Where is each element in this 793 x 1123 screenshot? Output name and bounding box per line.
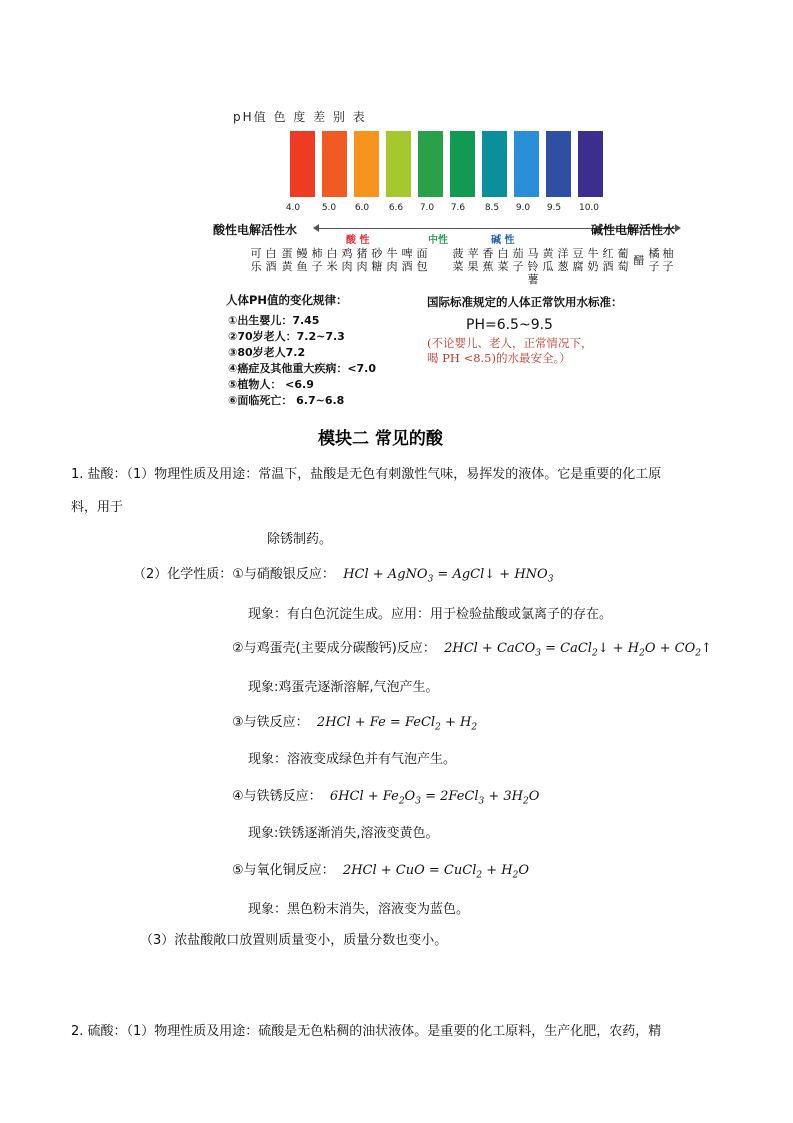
reaction-row xyxy=(232,785,539,807)
arrow-right-icon xyxy=(675,224,681,232)
food-item: 可乐 xyxy=(250,247,262,273)
module-title: 模块二 常见的酸 xyxy=(318,429,443,449)
food-item: 黄瓜 xyxy=(542,247,554,273)
ph-tick-label: 6.6 xyxy=(388,203,404,213)
paragraph: 1. 盐酸：（1）物理性质及用途：常温下，盐酸是无色有刺激性气味，易挥发的液体。它是重要的化工原 xyxy=(71,467,662,482)
ph-rule-heading: 人体PH值的变化规律： xyxy=(226,293,348,307)
reaction-row xyxy=(232,711,477,733)
food-item: 醋 xyxy=(633,254,645,267)
ph-rule-item: ③80岁老人7.2 xyxy=(228,346,306,359)
chem-property-row xyxy=(133,563,553,585)
ph-swatch xyxy=(418,131,443,197)
equation: 2HCl + CaCO$_3$ = CaCl$_2$↓ + $H_2O$ + $CO_2↑$ xyxy=(439,641,712,659)
ph-tick-label: 7.6 xyxy=(450,203,466,213)
equation: $6HCl + Fe_2O_3$ = 2FeCl$_3$ + $3H_2O$ xyxy=(325,789,540,807)
equation: HCl + AgNO$_3$ = AgCl↓ + $HNO_3$ xyxy=(339,567,554,585)
food-item: 橘子 xyxy=(648,247,660,273)
food-item: 豆腐 xyxy=(572,247,584,273)
ph-swatch xyxy=(578,131,603,197)
food-item: 白米 xyxy=(326,247,338,273)
ph-tick-label: 9.0 xyxy=(515,203,531,213)
food-item: 蛋黄 xyxy=(281,247,293,273)
ph-rule-item: ⑥面临死亡： 6.7~6.8 xyxy=(228,394,345,407)
standard-heading: 国际标准规定的人体正常饮用水标准： xyxy=(427,295,623,309)
paragraph: 除锈制药。 xyxy=(267,532,333,547)
ph-tick-label: 5.0 xyxy=(321,203,337,213)
food-item: 鳗鱼 xyxy=(296,247,308,273)
ph-tick-label: 4.0 xyxy=(285,203,301,213)
ph-tick-label: 9.5 xyxy=(546,203,562,213)
ph-swatch xyxy=(354,131,379,197)
food-item: 白菜 xyxy=(497,247,509,273)
ph-swatch xyxy=(290,131,315,197)
food-item: 牛肉 xyxy=(386,247,398,273)
zone-acid-label: 酸 性 xyxy=(346,235,370,246)
equation: 2HCl + Fe = FeCl$_2$ + $H_2$ xyxy=(312,715,478,733)
reaction-label: ②与鸡蛋壳(主要成分碳酸钙)反应： xyxy=(232,641,436,656)
ph-swatch xyxy=(322,131,347,197)
food-item: 白酒 xyxy=(265,247,277,273)
ph-swatch xyxy=(482,131,507,197)
ph-tick-label: 10.0 xyxy=(578,203,600,213)
reaction-label: ③与铁反应： xyxy=(232,715,309,730)
food-item: 面包 xyxy=(416,247,428,273)
food-item: 菠菜 xyxy=(452,247,464,273)
ph-rule-item: ⑤植物人： <6.9 xyxy=(228,378,314,391)
food-item: 葡萄 xyxy=(617,247,629,273)
zone-neutral-label: 中性 xyxy=(428,235,448,246)
standard-note: 喝 PH <8.5)的水最安全。） xyxy=(427,351,571,365)
food-item: 柿子 xyxy=(311,247,323,273)
food-item: 柚子 xyxy=(662,247,674,273)
arrow-left-icon xyxy=(313,224,319,232)
ph-swatch xyxy=(546,131,571,197)
reaction-row xyxy=(232,859,529,881)
base-water-label: 碱性电解活性水 xyxy=(591,223,676,237)
food-item: 香蕉 xyxy=(482,247,494,273)
reaction-label: （2）化学性质：①与硝酸银反应： xyxy=(133,567,335,582)
ph-tick-label: 7.0 xyxy=(419,203,435,213)
observation: 现象:铁锈逐渐消失,溶液变黄色。 xyxy=(248,826,439,841)
paragraph: 料，用于 xyxy=(71,500,124,515)
reaction-label: ④与铁锈反应： xyxy=(232,789,322,804)
observation: 现象：黑色粉末消失，溶液变为蓝色。 xyxy=(248,902,470,917)
ph-swatch xyxy=(386,131,411,197)
food-item: 牛奶 xyxy=(587,247,599,273)
ph-chart-title: pH值 色 度 差 别 表 xyxy=(233,110,367,124)
paragraph: （3）浓盐酸敞口放置则质量变小，质量分数也变小。 xyxy=(140,933,448,948)
reaction-label: ⑤与氧化铜反应： xyxy=(232,863,335,878)
zone-base-label: 碱 性 xyxy=(491,235,515,246)
food-item: 马铃薯 xyxy=(527,247,539,286)
food-item: 猪肉 xyxy=(356,247,368,273)
food-item: 茄子 xyxy=(512,247,524,273)
ph-swatch xyxy=(450,131,475,197)
food-item: 红酒 xyxy=(602,247,614,273)
food-item: 苹果 xyxy=(467,247,479,273)
ph-rule-item: ②70岁老人：7.2~7.3 xyxy=(228,330,345,343)
equation: 2HCl + CuO = CuCl$_2$ + $H_2O$ xyxy=(338,863,529,881)
observation: 现象:鸡蛋壳逐渐溶解,气泡产生。 xyxy=(248,680,439,695)
food-item: 啤酒 xyxy=(401,247,413,273)
observation: 现象：有白色沉淀生成。应用：用于检验盐酸或氯离子的存在。 xyxy=(248,607,613,622)
paragraph: 2. 硫酸：（1）物理性质及用途：硫酸是无色粘稠的油状液体。是重要的化工原料，生产化肥，农药，精 xyxy=(71,1024,662,1039)
food-item: 砂糖 xyxy=(371,247,383,273)
food-item: 鸡肉 xyxy=(341,247,353,273)
standard-value: PH=6.5~9.5 xyxy=(466,317,553,333)
observation: 现象：溶液变成绿色并有气泡产生。 xyxy=(248,752,457,767)
ph-rule-item: ④癌症及其他重大疾病：<7.0 xyxy=(228,362,377,375)
reaction-row xyxy=(232,637,712,659)
food-item: 洋葱 xyxy=(557,247,569,273)
standard-note: (不论婴儿、老人，正常情况下， xyxy=(427,336,593,350)
acid-water-label: 酸性电解活性水 xyxy=(213,223,298,237)
ph-swatch xyxy=(514,131,539,197)
ph-tick-label: 6.0 xyxy=(354,203,370,213)
ph-rule-item: ①出生婴儿：7.45 xyxy=(228,314,320,327)
ph-tick-label: 8.5 xyxy=(484,203,500,213)
